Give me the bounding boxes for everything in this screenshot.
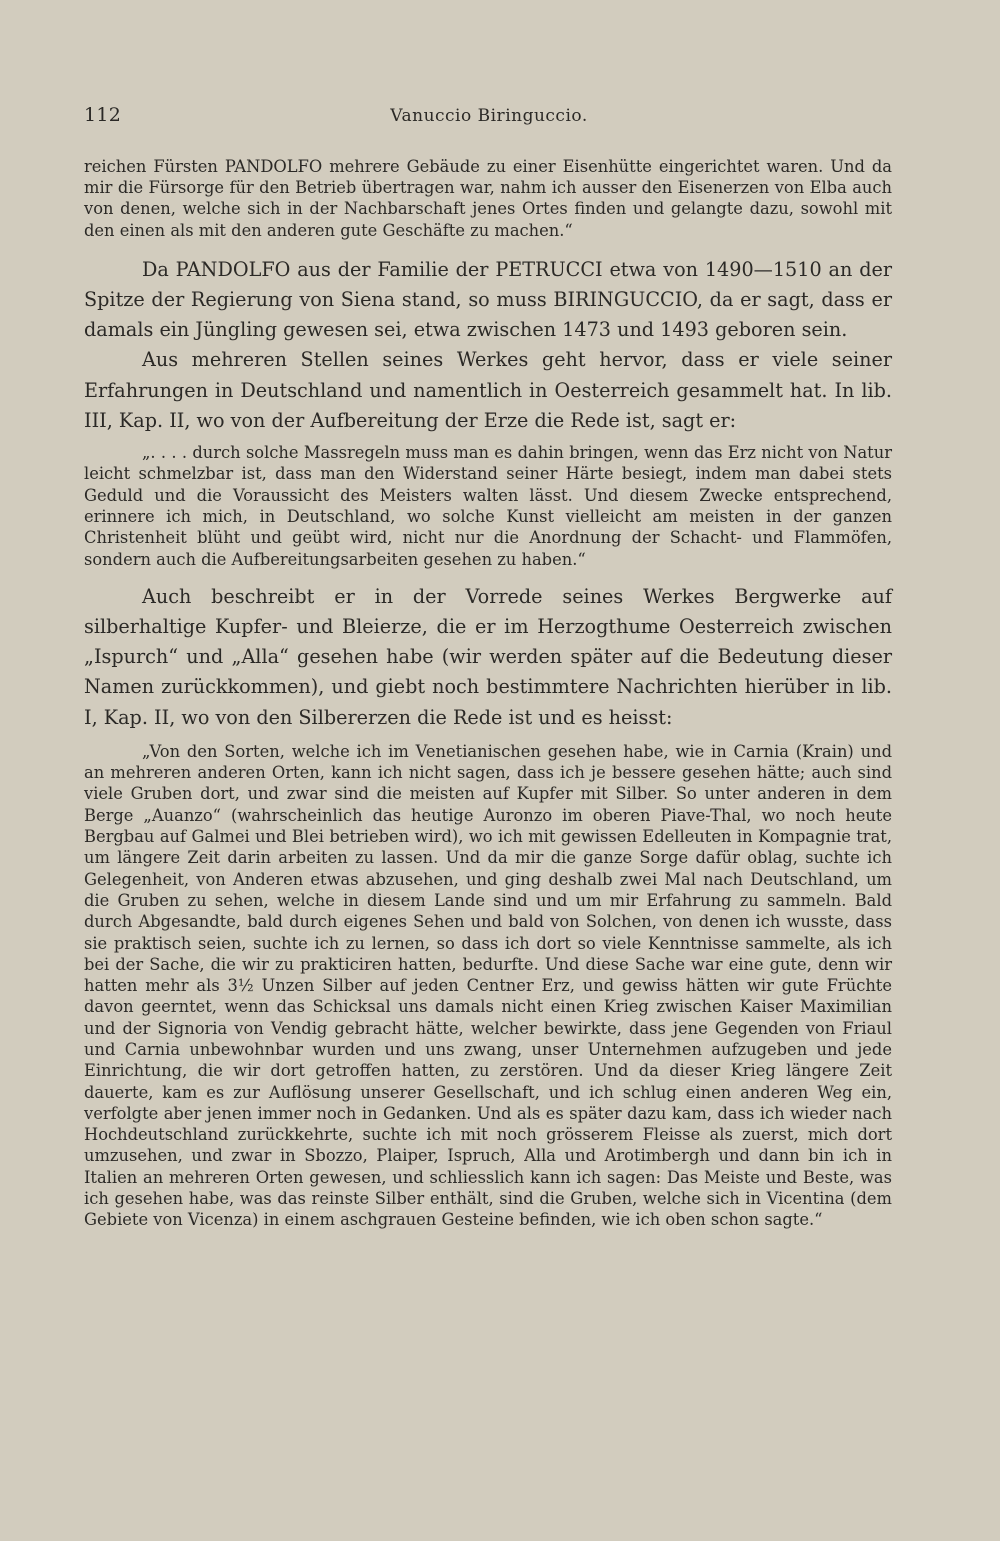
mines-paragraph: Auch beschreibt er in der Vorrede seines Werkes Bergwerke auf silberhaltige Kupfer- und Bleierze, die er im Herzogthume Oesterreich zwischen „Ispurch“ und „Alla“ gesehen habe (wir werden später auf die Bedeutung dieser Namen zurückkommen), und giebt noch bestimmtere Nachrichten hierüber in lib. I, Kap. II, wo von den Silbererzen die Rede ist und es heisst: <box>84 584 892 729</box>
germany-quote-paragraph: „. . . . durch solche Massregeln muss man es dahin bringen, wenn das Erz nicht von Natur leicht schmelzbar ist, dass man den Widerstand seiner Härte besiegt, indem man dabei stets Geduld und die Voraussicht des Meisters walten lässt. Und diesem Zwecke entsprechend, erinnere ich mich, in Deutschland, wo solche Kunst vielleicht am meisten in der ganzen Christenheit blüht und geübt wird, nicht nur die Anordnung der Schacht- und Flammöfen, sondern auch die Aufbereitungsarbeiten gesehen zu haben.“ <box>84 443 892 569</box>
page-number: 112 <box>84 104 122 126</box>
page-text <box>84 156 892 1231</box>
venetian-quote-paragraph: „Von den Sorten, welche ich im Venetianischen gesehen habe, wie in Carnia (Krain) und an mehreren anderen Orten, kann ich nicht sagen, dass ich je bessere gesehen hätte; auch sind viele Gruben dort, und zwar sind die meisten auf Kupfer mit Silber. So unter anderen in dem Berge „Auanzo“ (wahrscheinlich das heutige Auronzo im oberen Piave-Thal, wo noch heute Bergbau auf Galmei und Blei betrieben wird), wo ich mit gewissen Edelleuten in Kompagnie trat, um längere Zeit darin arbeiten zu lassen. Und da mir die ganze Sorge dafür oblag, suchte ich Gelegenheit, von Anderen etwas abzusehen, und ging deshalb zwei Mal nach Deutschland, um die Gruben zu sehen, welche in diesem Lande sind und um mir Erfahrung zu sammeln. Bald durch Abgesandte, bald durch eigenes Sehen und bald von Solchen, von denen ich wusste, dass sie praktisch seien, suchte ich zu lernen, so dass ich dort so viele Kenntnisse sammelte, als ich bei der Sache, die wir zu prakticiren hatten, bedurfte. Und diese Sache war eine gute, denn wir hatten mehr als 3½ Unzen Silber auf jeden Centner Erz, und gewiss hätten wir gute Früchte davon geerntet, wenn das Schicksal uns damals nicht einen Krieg zwischen Kaiser Maximilian und der Signoria von Vendig gebracht hätte, welcher bewirkte, dass jene Gegenden von Friaul und Carnia unbewohnbar wurden und uns zwang, unser Unternehmen aufzugeben und jede Einrichtung, die wir dort getroffen hatten, zu zerstören. Und da dieser Krieg längere Zeit dauerte, kam es zur Auflösung unserer Gesellschaft, und ich schlug einen anderen Weg ein, verfolgte aber jenen immer noch in Gedanken. Und als es später dazu kam, dass ich wieder nach Hochdeutschland zurückkehrte, suchte ich mit noch grösserem Fleisse als zuerst, mich dort umzusehen, und zwar in Sbozzo, Plaiper, Ispruch, Alla und Arotimbergh und dann bin ich in Italien an mehreren Orten gewesen, und schliesslich kann ich sagen: Das Meiste und Beste, was ich gesehen habe, was das reinste Silber enthält, sind die Gruben, welche sich in Vicentina (dem Gebiete von Vicenza) in einem aschgrauen Gesteine befinden, wie ich oben schon sagte.“ <box>84 741 892 1230</box>
pandolfo-paragraph: Da PANDOLFO aus der Familie der PETRUCCI etwa von 1490—1510 an der Spitze der Regierung von Siena stand, so muss BIRINGUCCIO, da er sagt, dass er damals ein Jüngling gewesen sei, etwa zwischen 1473 und 1493 geboren sein. <box>84 257 892 342</box>
experience-paragraph: Aus mehreren Stellen seines Werkes geht hervor, dass er viele seiner Erfahrungen in Deutschland und namentlich in Oesterreich gesammelt hat. In lib. III, Kap. II, wo von der Aufbereitung der Erze die Rede ist, sagt er: <box>84 348 892 432</box>
page-header <box>84 104 894 134</box>
continued-quote-paragraph: reichen Fürsten PANDOLFO mehrere Gebäude zu einer Eisenhütte eingerichtet waren. Und da mir die Fürsorge für den Betrieb übertragen war, nahm ich ausser den Eisenerzen von Elba auch von denen, welche sich in der Nachbarschaft jenes Ortes finden und gelangte dazu, sowohl mit den einen als mit den anderen gute Geschäfte zu machen.“ <box>84 157 892 240</box>
running-title: Vanuccio Biringuccio. <box>390 106 588 126</box>
